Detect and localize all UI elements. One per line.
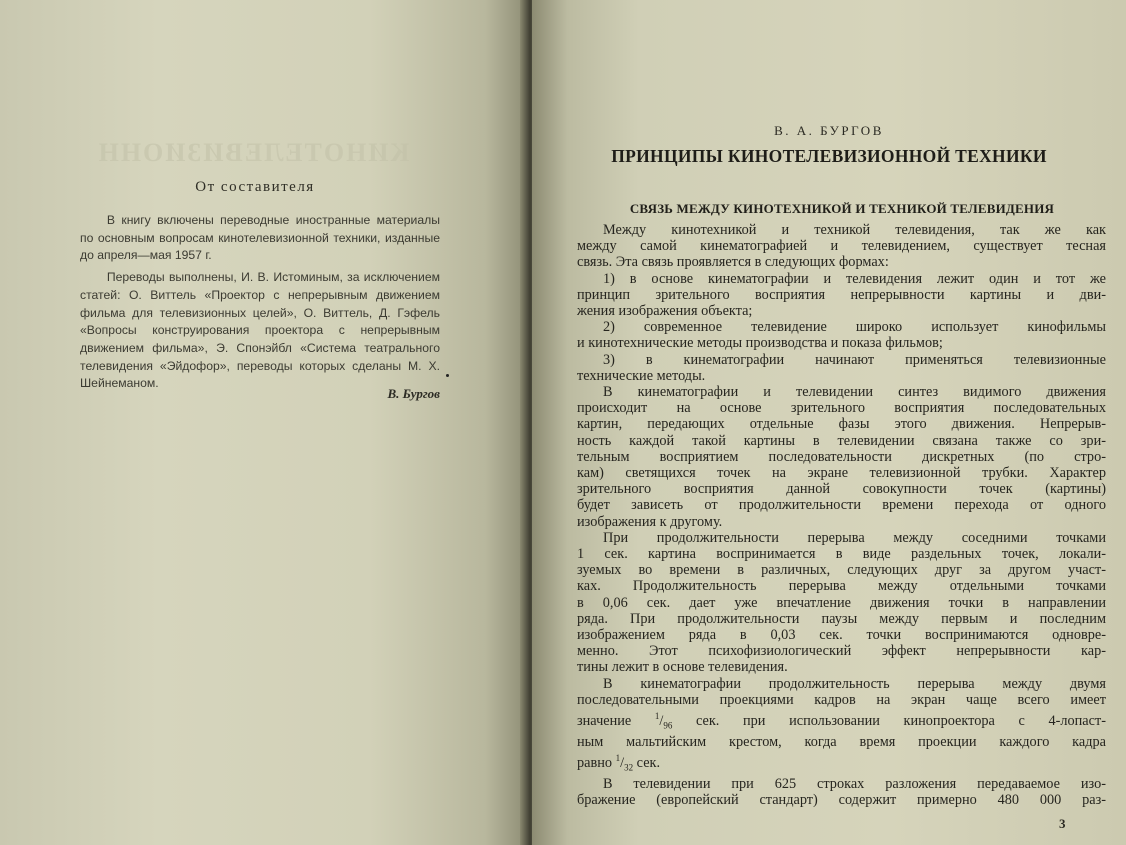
article-line: происходит на основе зрительного восприятия последовательных [577,400,1106,417]
compiler-signature: В. Бургов [387,386,440,401]
article-line: связь. Эта связь проявляется в следующих формах: [577,254,889,271]
article-title: ПРИНЦИПЫ КИНОТЕЛЕВИЗИОННОЙ ТЕХНИКИ [611,146,1047,166]
line-text: сек. [633,754,661,771]
article-line: равно $^1/_{32}$ сек. [577,753,661,773]
article-line: зрительного восприятия данной совокупности точек (картины) [577,481,1106,498]
article-line: значение $^1/_{96}$ сек. при использовании кинопроектора с 4-лопаст- [577,711,1106,731]
line-text: равно [577,754,616,771]
line-text: сек. при использовании кинопроектора с 4-лопаст- [672,712,1106,729]
article-line: ряда. При продолжительности паузы между первым и последним [577,610,1106,627]
compiler-note-paragraph: В книгу включены переводные иностранные материалы по основным вопросам кинотелевизионной техники, изданные до апреля—мая 1957 г. [80,213,440,263]
article-line: ках. Продолжительность перерыва между отдельными точками [577,578,1106,595]
page-number: 3 [1059,816,1066,831]
article-line: 1) в основе кинематографии и телевидения лежит один и тот же [603,270,1106,287]
article-line: изображением ряда в 0,03 сек. точки воспринимаются одновре- [577,627,1106,644]
article-line: 1 сек. картина воспринимается в виде раздельных точек, локали- [577,546,1106,563]
right-page [532,0,1126,845]
article-line: В кинематографии продолжительность перерыва между двумя [603,675,1106,692]
article-line: зуемых во времени в различных, следующих друг за другом участ- [577,562,1106,579]
article-line: ным мальтийским крестом, когда время проекции каждого кадра [577,733,1106,750]
fraction-numerator: 1 [654,711,660,722]
compiler-note-paragraph: Переводы выполнены, И. В. Истоминым, за исключением статей: О. Виттель «Проектор с непрерывным движением фильма для телевизионных целей», О. Виттель, Д. Гэфель «Вопросы конструирования проектора с непрерывным движением фильма», Э. Спонэйбл «Система театрального телевидения «Эйдофор», переводы которых сделаны М. Х. Шейнеманом. [80,270,440,391]
article-line: технические методы. [577,367,706,384]
article-line: Между кинотехникой и техникой телевидения, так же как [603,222,1106,238]
section-heading: СВЯЗЬ МЕЖДУ КИНОТЕХНИКОЙ И ТЕХНИКОЙ ТЕЛЕВИДЕНИЯ [629,201,1055,216]
article-line: ность каждой такой картины в телевидении связана также со зри- [577,432,1106,449]
article-line: в 0,06 сек. дает уже впечатление движения точки в направлении [577,594,1106,611]
fraction-denominator: 32 [624,762,634,773]
article-line: тины лежит в основе телевидения. [577,659,788,676]
article-line: между самой кинематографией и телевидением, существует тесная [577,238,1106,255]
article-line: и кинотехнические методы производства и показа фильмов; [577,335,943,352]
article-line: кам) светящихся точек на экране телевизионной трубки. Характер [577,465,1106,482]
compiler-note-text [80,212,440,393]
ink-speck [446,374,449,377]
article-line: менно. Этот психофизиологический эффект непрерывности кар- [577,643,1106,660]
article-line: бражение (европейский стандарт) содержит примерно 480 000 раз- [577,792,1106,809]
article-line: картин, передающих отдельные фазы этого движения. Непрерыв- [577,416,1106,433]
article-line: тельным восприятием последовательности дискретных (по стро- [577,448,1106,465]
article-line: 2) современное телевидение широко использует кинофильмы [603,319,1106,336]
bleed-through-text: КИНОТЕЛЕВИЗИОНН [96,138,410,167]
article-body [577,222,1106,808]
article-author: В. А. БУРГОВ [774,123,884,138]
article-line: В кинематографии и телевидении синтез видимого движения [603,384,1106,401]
article-line: 3) в кинематографии начинают применяться телевизионные [603,351,1106,368]
article-line: последовательными проекциями кадров на экран чаще всего имеет [577,691,1106,708]
article-line: В телевидении при 625 строках разложения передаваемое изо- [603,775,1106,792]
fraction-numerator: 1 [615,753,621,764]
article-line: При продолжительности перерыва между соседними точками [603,529,1106,546]
line-text: значение [577,712,655,729]
fraction-denominator: 96 [663,720,673,731]
left-page [0,0,528,845]
article-line: принцип зрительного восприятия непрерывности картины и дви- [577,286,1106,303]
compiler-note-heading: От составителя [195,179,315,195]
article-line: изображения к другому. [577,513,723,530]
article-line: жения изображения объекта; [577,303,753,320]
article-line: будет зависеть от продолжительности времени перехода от одного [577,497,1106,514]
